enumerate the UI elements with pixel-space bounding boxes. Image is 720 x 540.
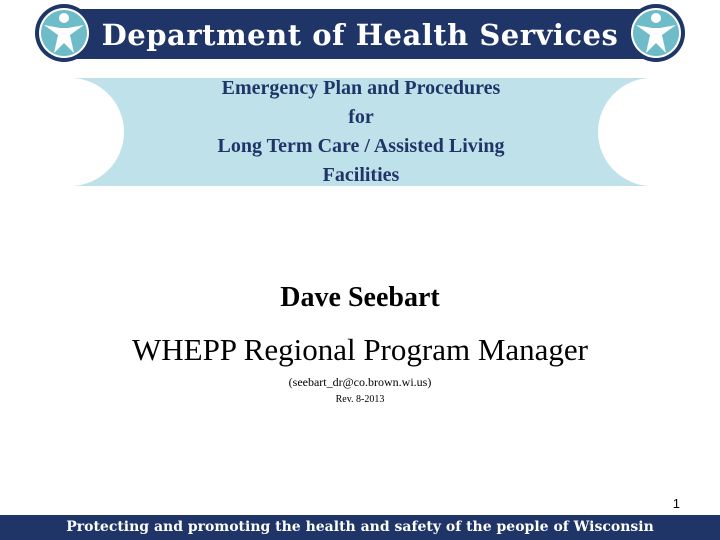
presenter-role: WHEPP Regional Program Manager bbox=[131, 332, 588, 367]
revision-label: Rev. 8-2013 bbox=[335, 394, 385, 405]
dhs-person-star-icon bbox=[34, 3, 94, 63]
banner-line: Facilities bbox=[322, 164, 400, 186]
dhs-person-star-icon bbox=[626, 3, 686, 63]
presenter-name: Dave Seebart bbox=[280, 282, 440, 313]
footer-tagline: Protecting and promoting the health and safety of the people of Wisconsin bbox=[0, 515, 720, 540]
header bbox=[34, 3, 686, 63]
presenter-email: (seebart_dr@co.brown.wi.us) bbox=[288, 375, 432, 389]
banner-title bbox=[158, 78, 564, 186]
banner-curve-left bbox=[14, 78, 124, 186]
banner-line: Emergency Plan and Procedures bbox=[221, 77, 501, 99]
page-number: 1 bbox=[672, 496, 680, 511]
banner-line: for bbox=[348, 106, 374, 128]
banner-line: Long Term Care / Assisted Living bbox=[217, 135, 505, 157]
banner-curve-right bbox=[598, 78, 708, 186]
title-banner bbox=[68, 78, 654, 186]
header-title: Department of Health Services bbox=[101, 18, 619, 52]
